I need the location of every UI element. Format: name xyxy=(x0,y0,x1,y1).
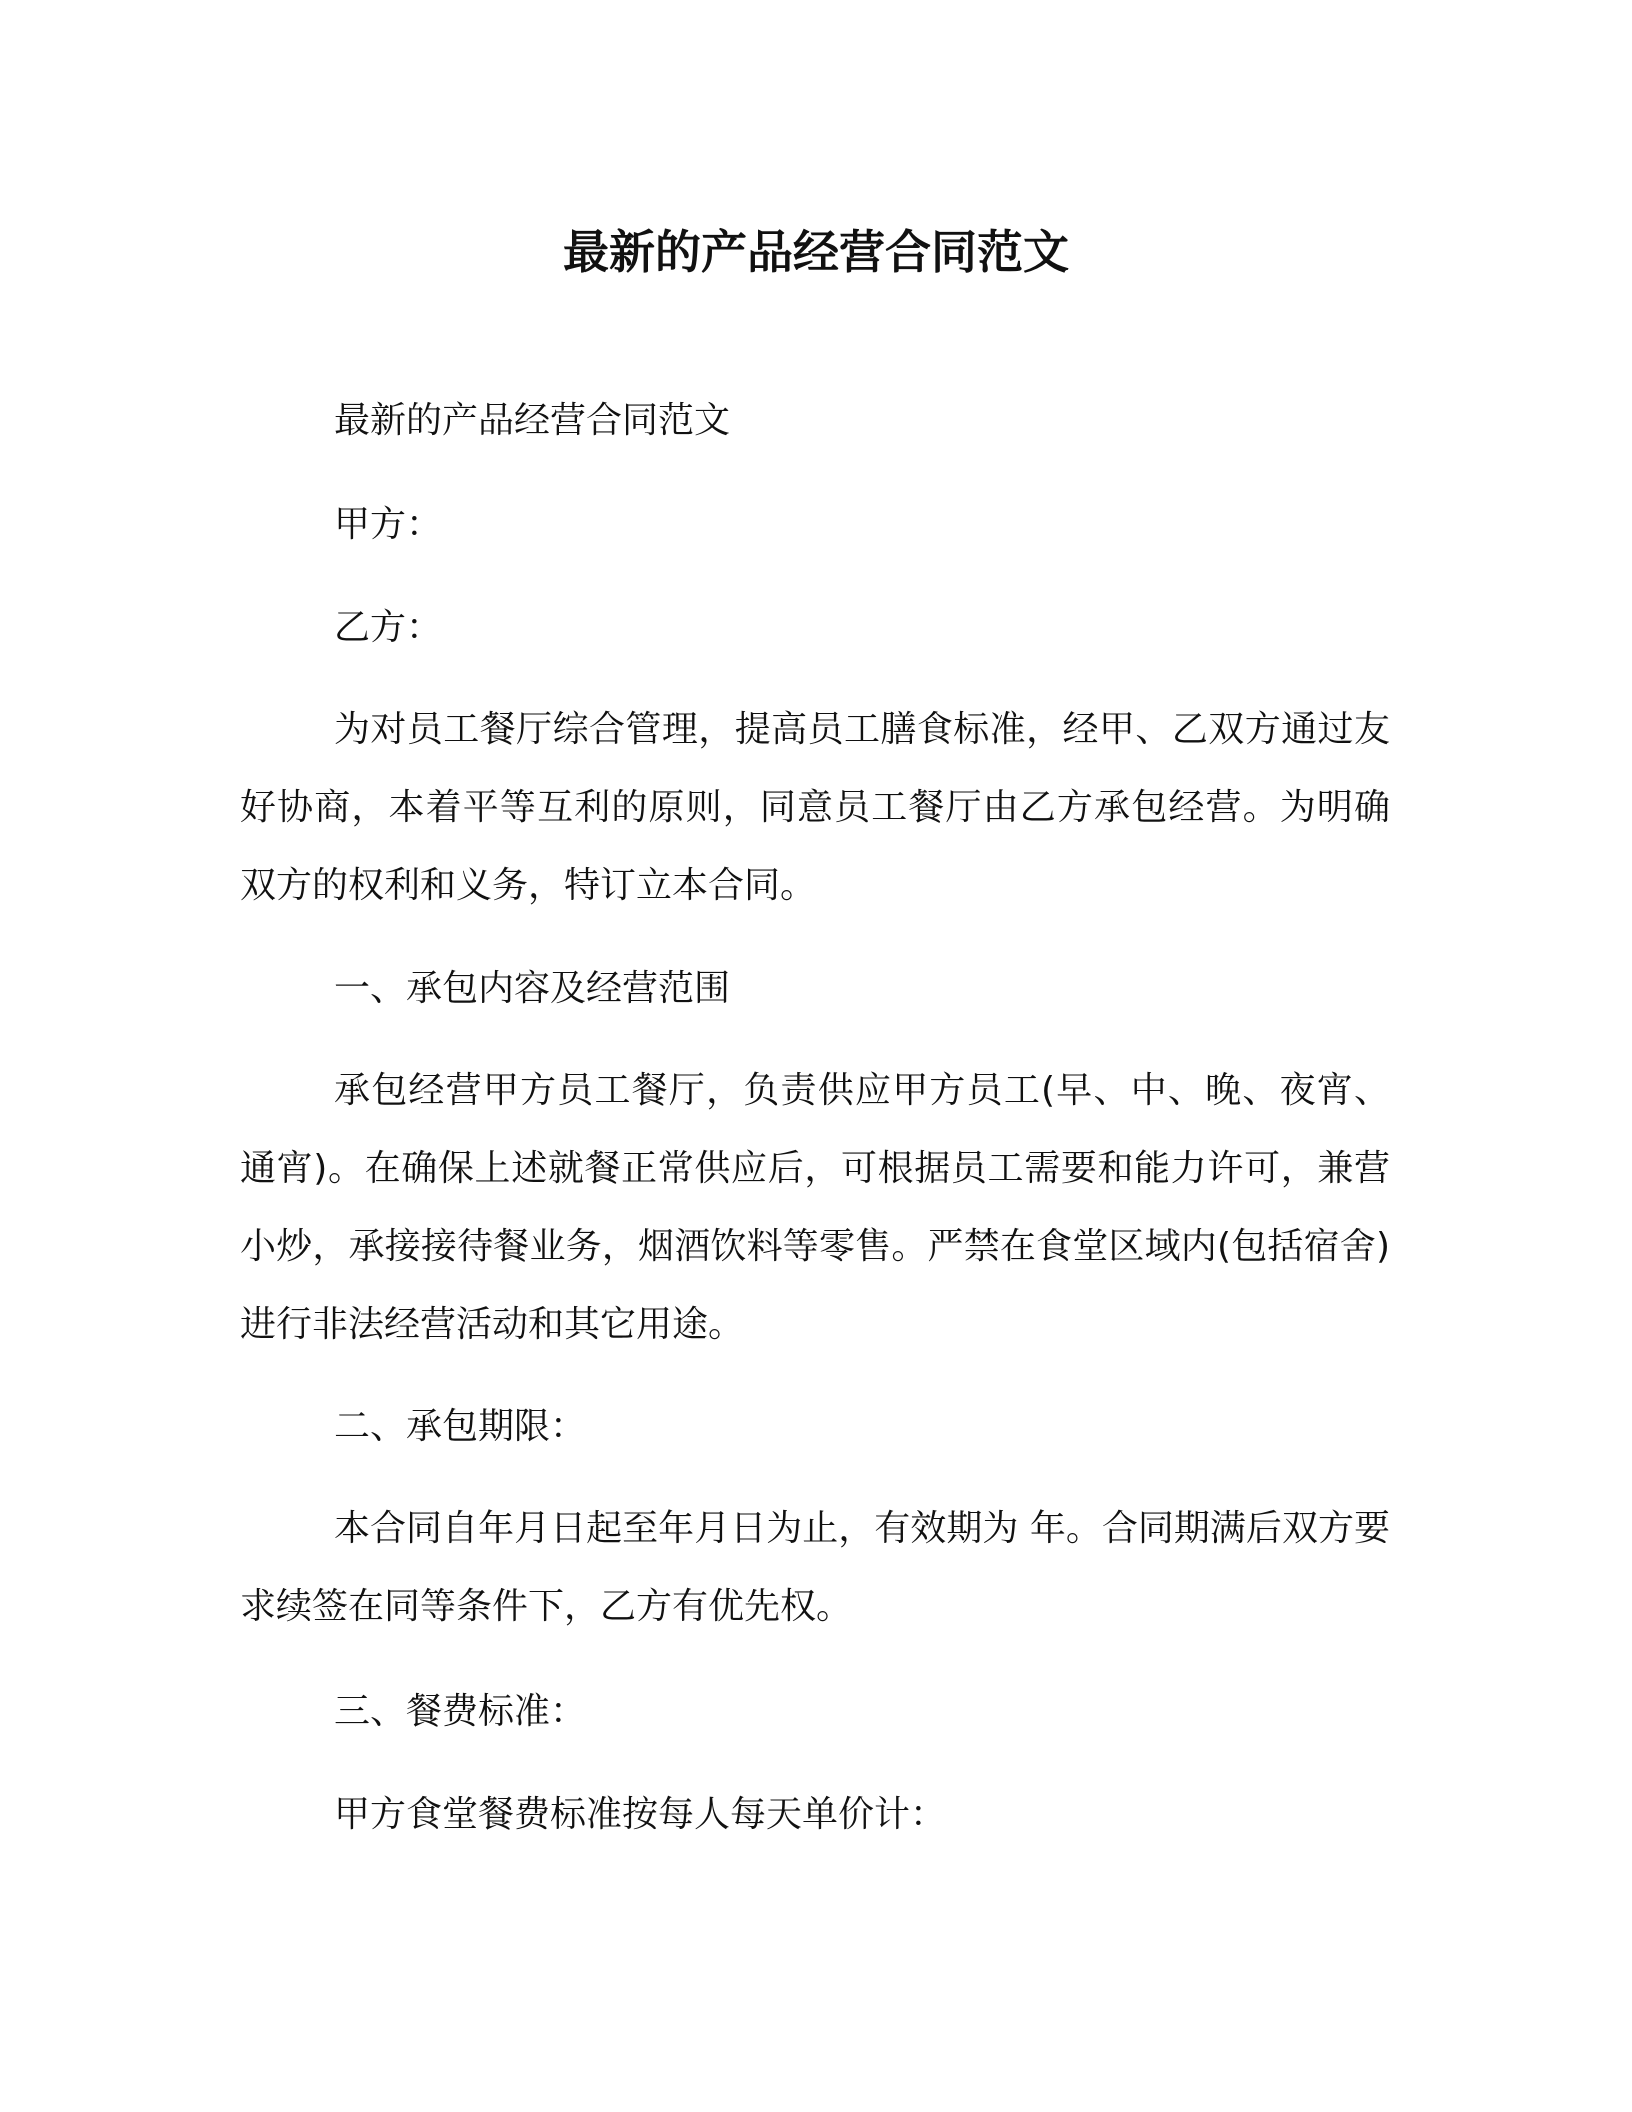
section-2-heading: 二、承包期限： xyxy=(334,1406,587,1447)
section-1-body: 承包经营甲方员工餐厅，负责供应甲方员工(早、中、晚、夜宵、通宵)。在确保上述就餐正常供应后，可根据员工需要和能力许可，兼营小炒，承接接待餐业务，烟酒饮料等零售。严禁在食堂区域内(包括宿舍)进行非法经营活动和其它用途。 xyxy=(240,1070,1390,1345)
section-3-heading: 三、餐费标准： xyxy=(334,1691,587,1732)
party-a-label: 甲方： xyxy=(334,504,443,545)
party-b-label: 乙方： xyxy=(334,607,443,648)
section-1-heading: 一、承包内容及经营范围 xyxy=(334,968,731,1009)
section-3-body: 甲方食堂餐费标准按每人每天单价计： xyxy=(334,1794,947,1835)
document-title: 最新的产品经营合同范文 xyxy=(563,225,1069,279)
section-2-body: 本合同自年月日起至年月日为止，有效期为 年。合同期满后双方要求续签在同等条件下，乙方有优先权。 xyxy=(240,1508,1390,1627)
intro-paragraph: 为对员工餐厅综合管理，提高员工膳食标准，经甲、乙双方通过友好协商，本着平等互利的原则，同意员工餐厅由乙方承包经营。为明确双方的权利和义务，特订立本合同。 xyxy=(240,709,1390,906)
document-subtitle: 最新的产品经营合同范文 xyxy=(334,400,731,441)
